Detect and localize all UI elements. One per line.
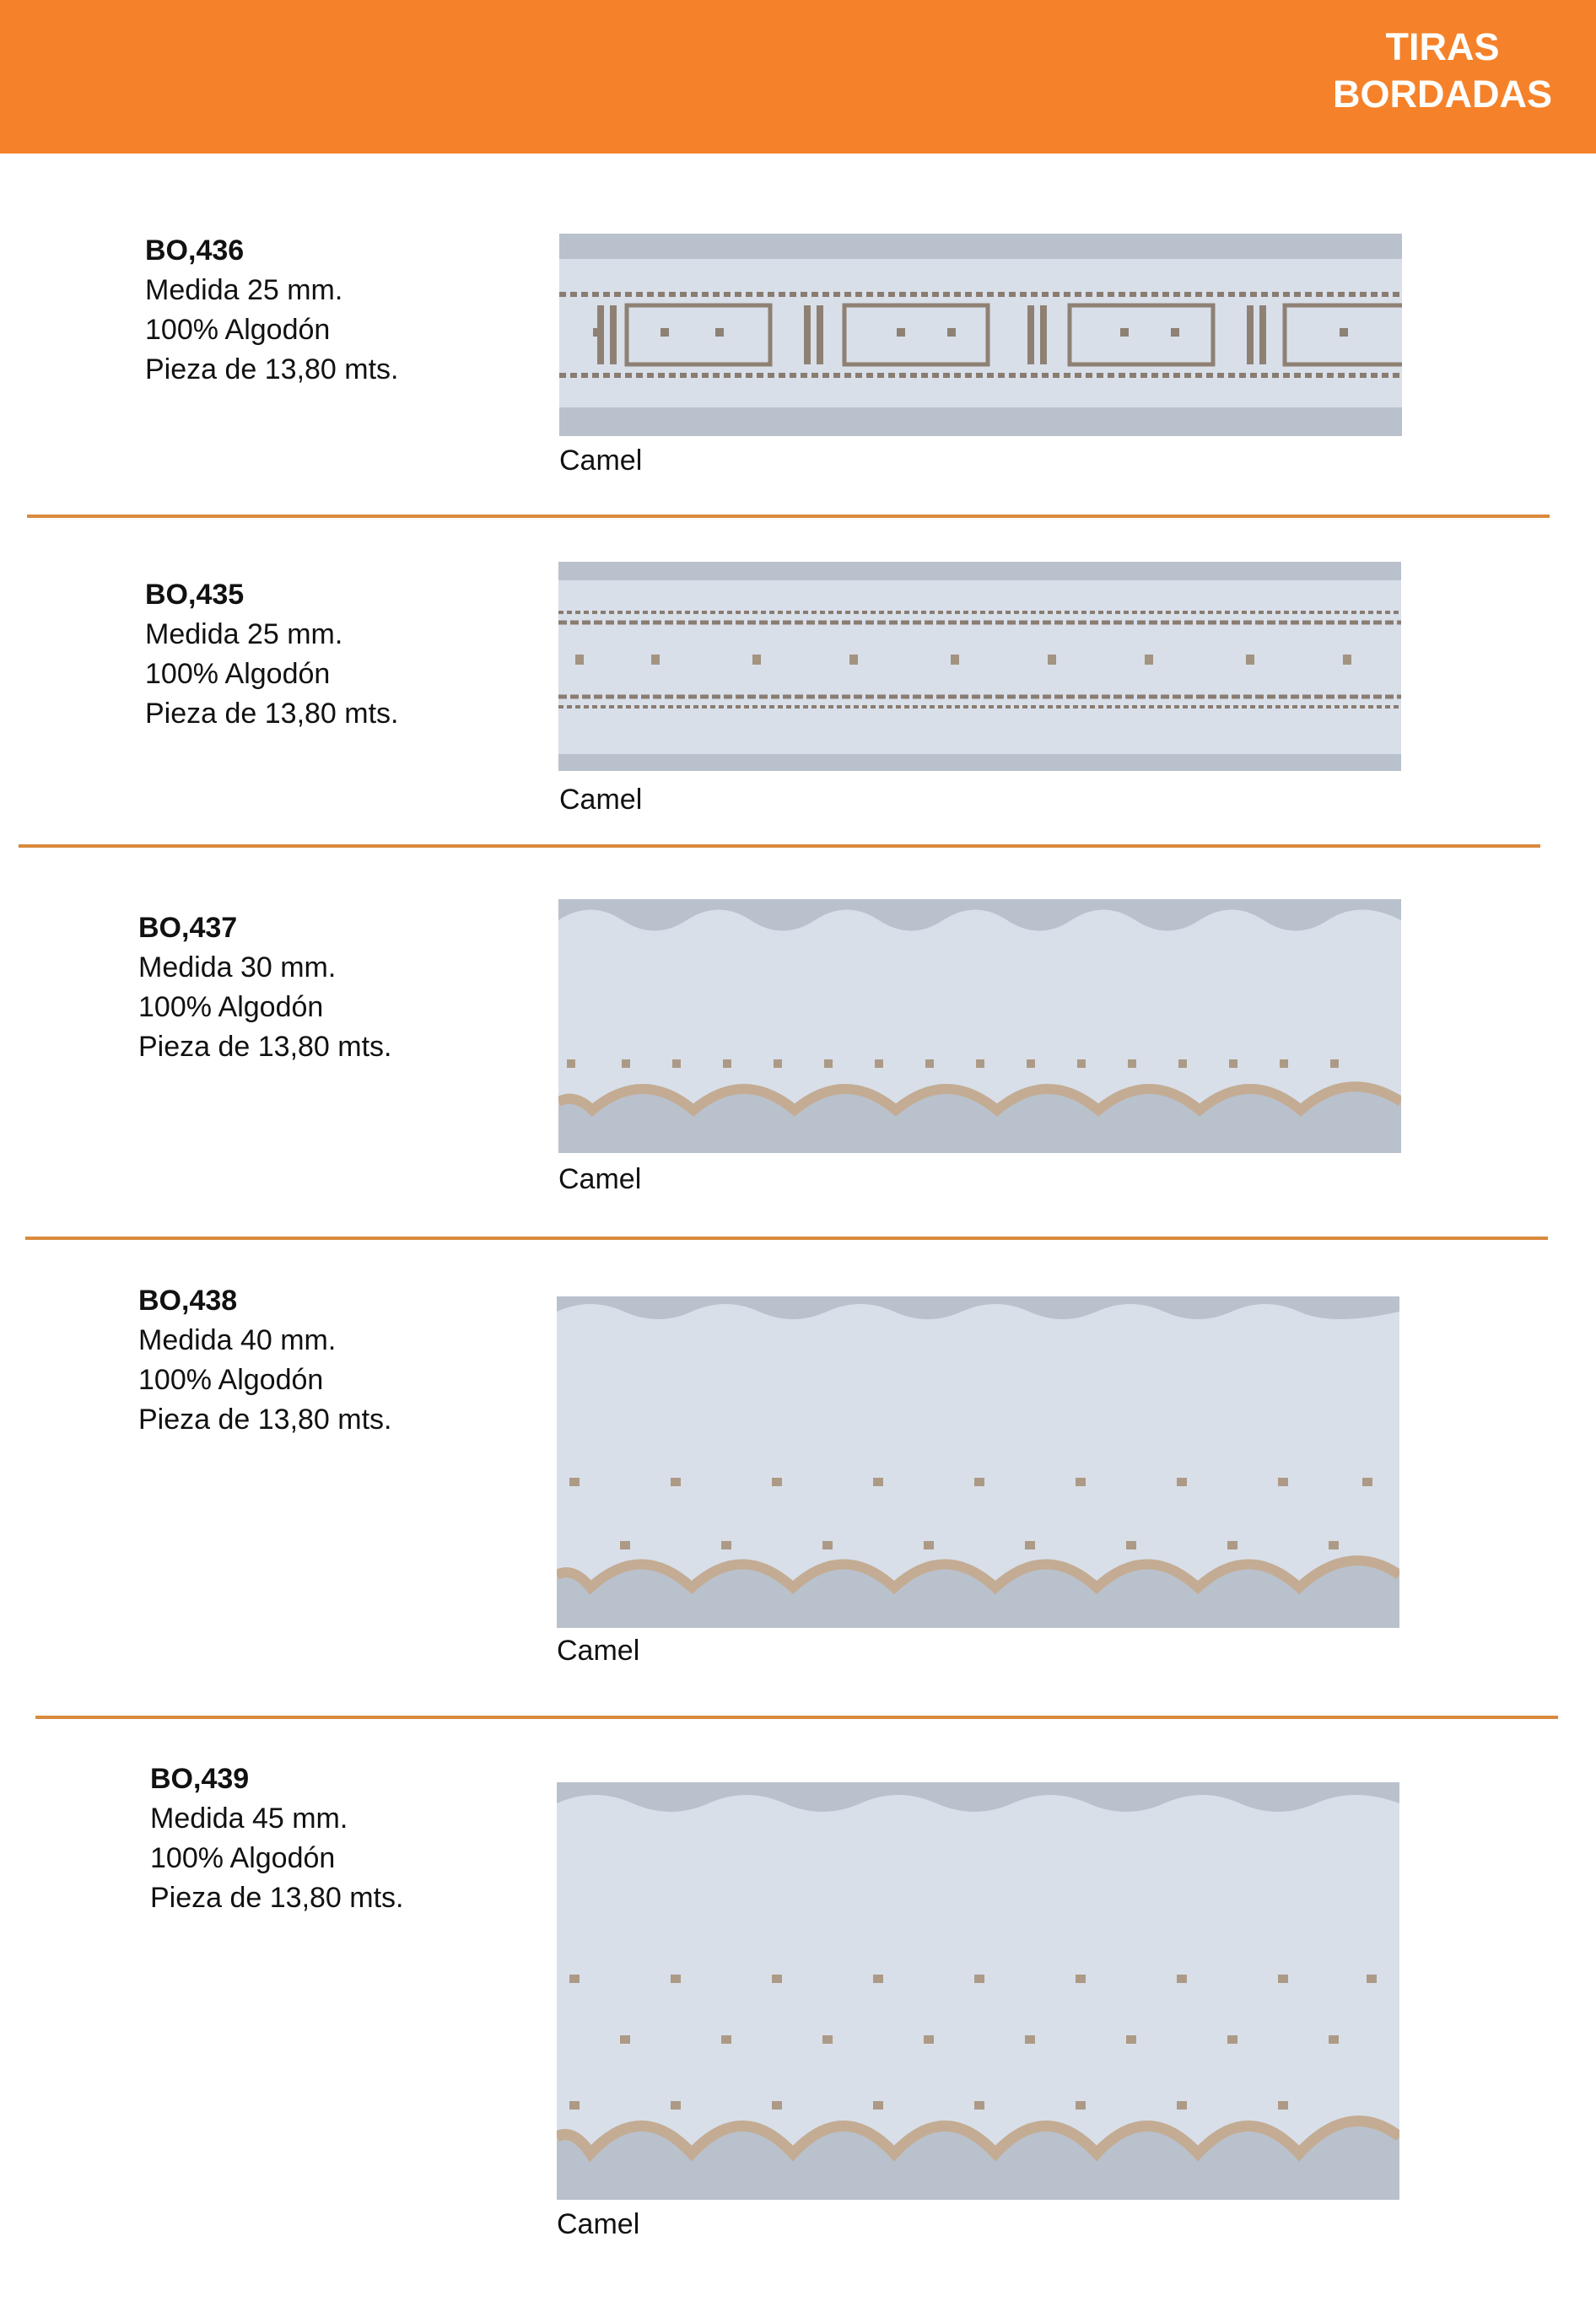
product-color-label: Camel — [558, 1163, 642, 1195]
product-info-bo437 — [138, 908, 392, 1067]
product-width: Medida 40 mm. — [138, 1324, 337, 1356]
product-image-bo435 — [558, 562, 1401, 771]
product-image-bo437 — [558, 899, 1401, 1153]
product-info-bo435 — [145, 575, 399, 734]
product-material: 100% Algodón — [145, 314, 331, 346]
page-title — [1333, 24, 1552, 118]
product-piece: Pieza de 13,80 mts. — [138, 1031, 392, 1063]
product-width: Medida 30 mm. — [138, 951, 337, 983]
page-title-line-1: TIRAS — [1385, 25, 1500, 68]
product-width: Medida 45 mm. — [150, 1803, 348, 1835]
product-width: Medida 25 mm. — [145, 274, 343, 306]
product-image-bo438 — [557, 1296, 1399, 1628]
product-code: BO,435 — [145, 579, 245, 611]
product-material: 100% Algodón — [150, 1842, 336, 1874]
page-title-line-2: BORDADAS — [1332, 73, 1552, 116]
section-divider — [19, 844, 1540, 848]
product-color-label: Camel — [557, 2208, 640, 2240]
product-code: BO,437 — [138, 912, 238, 944]
product-material: 100% Algodón — [138, 991, 324, 1023]
product-info-bo438 — [138, 1281, 392, 1440]
page-header — [0, 0, 1596, 154]
product-color-label: Camel — [559, 445, 643, 477]
section-divider — [27, 515, 1550, 518]
product-color-label: Camel — [557, 1635, 640, 1667]
product-image-bo436 — [559, 234, 1402, 436]
product-piece: Pieza de 13,80 mts. — [145, 353, 399, 385]
product-image-bo439 — [557, 1782, 1399, 2200]
section-divider — [35, 1716, 1558, 1719]
product-code: BO,438 — [138, 1285, 238, 1317]
product-code: BO,436 — [145, 234, 245, 267]
product-material: 100% Algodón — [145, 658, 331, 690]
product-piece: Pieza de 13,80 mts. — [138, 1404, 392, 1436]
section-divider — [25, 1237, 1548, 1240]
product-piece: Pieza de 13,80 mts. — [150, 1882, 404, 1914]
product-code: BO,439 — [150, 1763, 250, 1795]
product-width: Medida 25 mm. — [145, 618, 343, 650]
product-info-bo436 — [145, 231, 399, 390]
product-piece: Pieza de 13,80 mts. — [145, 698, 399, 730]
product-material: 100% Algodón — [138, 1364, 324, 1396]
product-info-bo439 — [150, 1759, 404, 1918]
product-color-label: Camel — [559, 784, 643, 816]
